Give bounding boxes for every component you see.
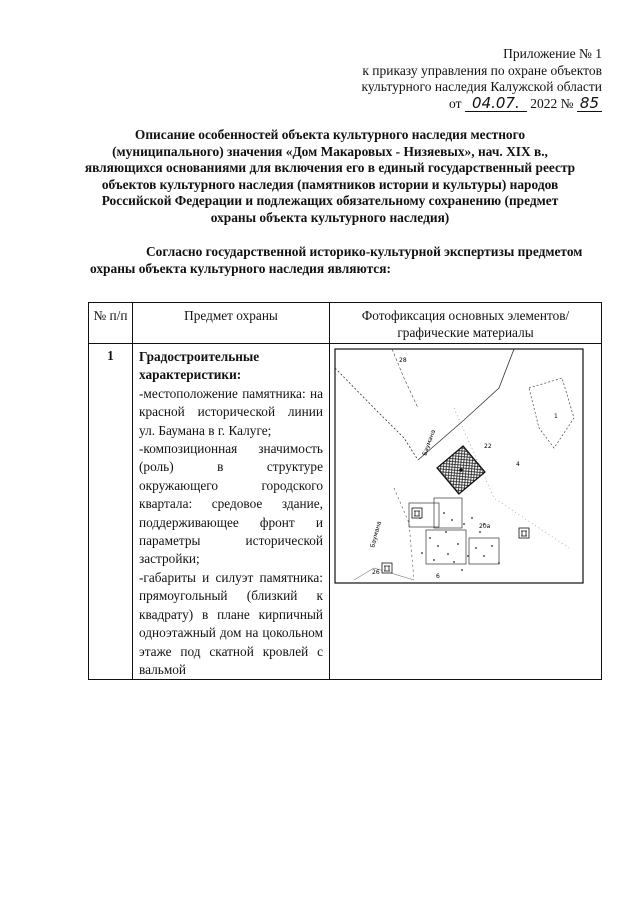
handwritten-number: 85 <box>577 96 602 112</box>
intro-line-1: Согласно государственной историко-культурной экспертизы предметом <box>146 244 583 259</box>
row-item-composition: -композиционная значимость (роль) в структуре окружающего городского квартала: средовое здание, поддерживающее фронт и параметры исторической застройки; <box>139 441 323 567</box>
document-title: Описание особенностей объекта культурного наследия местного (муниципального) значения «Дом Макаровых - Низяевых», нач. XIX в., являющихся основаниями для включения его в единый государственный реестр объектов культурного наследия (памятников истории и культуры) народов Российской Федерации и подлежащих обязательному сохранению (предмет охраны объекта культурного наследия) <box>84 127 576 225</box>
map-parcel-label: 20а <box>479 523 491 530</box>
map-parcel-label: 28 <box>399 357 407 364</box>
intro-line-2: охраны объекта культурного наследия являются: <box>90 261 391 276</box>
table-header-row <box>89 303 602 344</box>
heritage-object-marker <box>459 468 463 472</box>
map-parcel-label: 1 <box>554 413 558 420</box>
header-photo: Фотофиксация основных элементов/графические материалы <box>330 303 602 344</box>
header-subject: Предмет охраны <box>133 303 330 344</box>
table-row <box>89 344 602 680</box>
map-cell <box>330 344 602 680</box>
row-description <box>133 344 330 680</box>
appendix-line-2: к приказу управления по охране объектов <box>362 62 602 78</box>
monument-symbol-icon <box>412 508 422 518</box>
situation-map <box>334 348 584 584</box>
monument-symbol-icon <box>519 528 529 538</box>
map-parcel-label: 26 <box>372 569 380 576</box>
appendix-block <box>361 46 602 112</box>
handwritten-date: 04.07. <box>465 96 527 112</box>
map-parcel-label: 4 <box>516 461 520 468</box>
map-parcel-label: 22 <box>484 443 492 450</box>
appendix-line-1: Приложение № 1 <box>503 46 602 61</box>
row-item-location: -местоположение памятника: на красной исторической линии ул. Баумана в г. Калуге; <box>139 385 323 438</box>
intro-paragraph <box>90 243 600 277</box>
row-item-dimensions: -габариты и силуэт памятника: прямоугольный (близкий к квадрату) в плане кирпичный одноэтажный дом на цокольном этаже под скатной кровлей с вальмой <box>139 569 323 677</box>
date-prefix: от <box>449 95 462 111</box>
map-street-label: Баумана <box>421 428 438 457</box>
appendix-date-line <box>361 93 602 113</box>
monument-symbol-icon <box>382 563 392 573</box>
map-street-label: Баумана <box>369 520 383 549</box>
row-heading: Градостроительные характеристики: <box>139 349 260 383</box>
row-number: 1 <box>89 344 133 680</box>
header-num: № п/п <box>89 303 133 344</box>
map-parcel-label: 6 <box>436 573 440 580</box>
year-text: 2022 № <box>530 95 574 111</box>
protection-subject-table <box>88 302 602 680</box>
appendix-line-3: культурного наследия Калужской области <box>361 79 602 94</box>
